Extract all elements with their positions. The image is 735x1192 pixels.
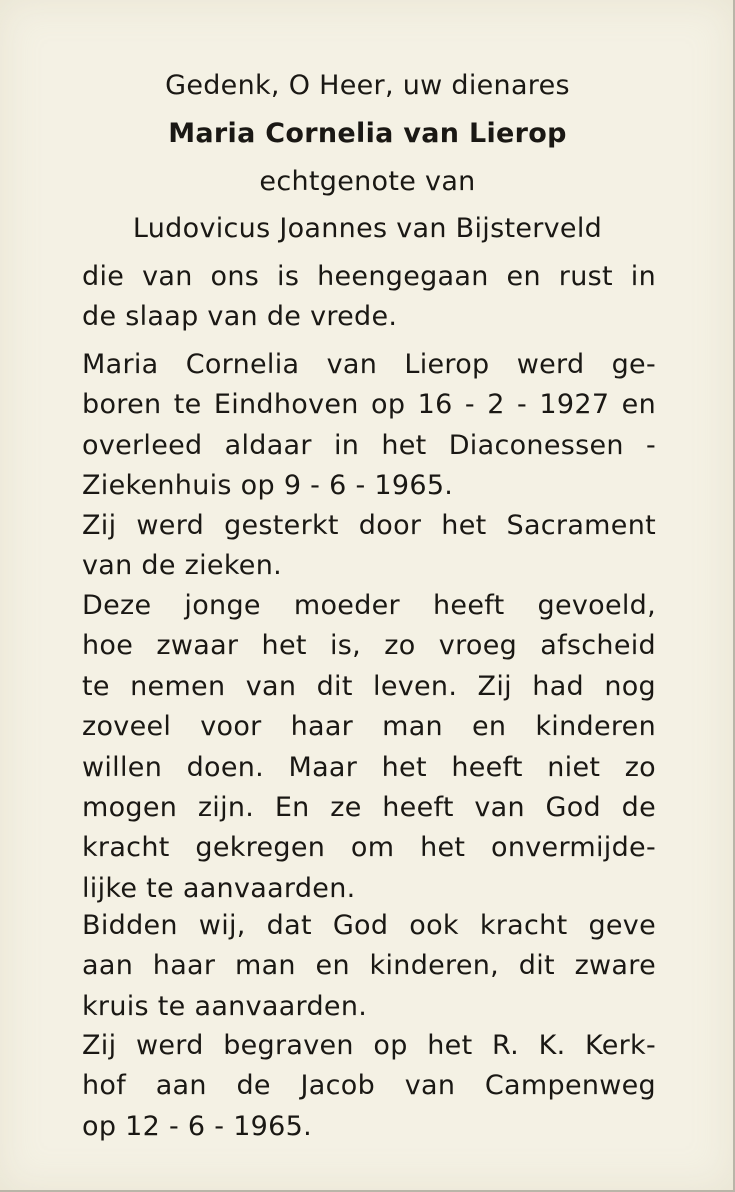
text-line: op 12 - 6 - 1965. [82,1110,312,1142]
text-line: mogen zijn. En ze heeft van God de [82,791,656,823]
text-line: kracht gekregen om het onvermijde- [82,832,656,864]
paragraph-burial [82,1026,656,1147]
paragraph-prayer [82,906,656,1027]
text-line: boren te Eindhoven op 16 - 2 - 1927 en [82,389,656,421]
text-line: die van ons is heengegaan en rust in [82,261,656,292]
deceased-name: Maria Cornelia van Lierop [168,118,567,149]
paragraph-sacrament [82,506,656,587]
text-line: lijke te aanvaarden. [82,872,356,904]
text-line: zoveel voor haar man en kinderen [82,711,656,743]
text-line: hof aan de Jacob van Campenweg [82,1070,656,1102]
paragraph-birth-death [82,345,656,507]
text-line: Zij werd gesterkt door het Sacrament [82,510,656,541]
text-line: Ziekenhuis op 9 - 6 - 1965. [82,470,454,502]
text-line: Deze jonge moeder heeft gevoeld, [82,590,656,621]
paragraph-reflection [82,586,656,909]
text-line: kruis te aanvaarden. [82,990,368,1022]
text-line: te nemen van dit leven. Zij had nog [82,670,656,702]
text-line: willen doen. Maar het heeft niet zo [82,751,656,783]
text-line: Bidden wij, dat God ook kracht geve [82,910,656,941]
invocation-line: Gedenk, O Heer, uw dienares [165,70,570,101]
paragraph-rest [82,257,656,338]
text-line: de slaap van de vrede. [82,301,398,333]
text-line: Zij werd begraven op het R. K. Kerk- [82,1030,656,1061]
text-line: hoe zwaar het is, zo vroeg afscheid [82,630,656,662]
spouse-name: Ludovicus Joannes van Bijsterveld [132,213,603,244]
text-line: Maria Cornelia van Lierop werd ge- [82,349,656,380]
relation-line: echtgenote van [259,166,476,197]
text-line: aan haar man en kinderen, dit zware [82,950,656,982]
text-line: overleed aldaar in het Diaconessen - [82,429,656,461]
text-line: van de zieken. [82,550,283,582]
